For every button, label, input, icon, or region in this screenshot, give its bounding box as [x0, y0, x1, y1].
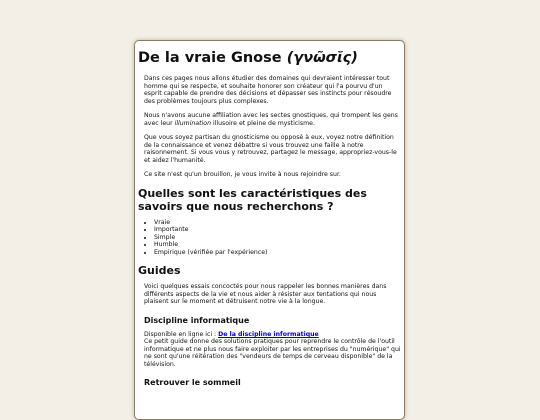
content-card	[134, 40, 405, 420]
list-item: • Vraie	[154, 219, 401, 227]
section-title-guides: Guides	[138, 264, 181, 278]
list-item: • Humble	[154, 241, 401, 249]
section-title-characteristics: Quelles sont les caractéristiques des savoirs que nous recherchons ?	[138, 186, 367, 213]
draft-paragraph: Ce site n'est qu'un brouillon, je vous invite à nous rejoindre sur.	[144, 171, 341, 178]
page-title	[138, 49, 401, 67]
guide-title-sleep: Retrouver le sommeil	[144, 378, 241, 388]
guide-discipline-body	[144, 331, 401, 369]
list-item: • Simple	[154, 234, 401, 242]
list-item: • Empirique (vérifiée par l'expérience)	[154, 249, 401, 257]
page-title-greek: (γνῶσῐς)	[286, 50, 358, 66]
affiliation-text-1: Nous n'avons aucune affiliation avec les sectes gnostiques, qui trompent les gens avec leur	[144, 112, 398, 127]
guide-title-discipline: Discipline informatique	[144, 315, 250, 325]
traits-list	[138, 219, 401, 257]
list-item: • Importante	[154, 226, 401, 234]
guides-intro: Voici quelques essais concoctés pour nous rappeler les bonnes manières dans différents aspects de la vie et nous aider à résister aux tentations qui nous plaisent sur le moment et détruisent notre vie à la longue.	[144, 283, 387, 306]
guide-discipline-description: Ce petit guide donne des solutions pratiques pour reprendre le contrôle de l'outil informatique et ne plus nous faire exploiter par les entreprises du "numérique" qui ne sont qu'une réitération des "vendeurs de temps de cerveau disponible" de la télévision.	[144, 338, 401, 368]
online-label: Disponible en ligne ici :	[144, 330, 219, 338]
intro-paragraph: Dans ces pages nous allons étudier des domaines qui devraient intéresser tout homme qui se respecte, et souhaite honorer son créateur qui l'a pourvu d'un esprit capable de prendre des décisions et dépasser ses instincts pour résoudre des problèmes toujours plus complexes.	[144, 75, 392, 105]
affiliation-paragraph	[144, 112, 401, 127]
affiliation-text-2: illusoire et pleine de mysticisme.	[211, 119, 315, 127]
affiliation-emphasis: illumination	[174, 119, 211, 127]
debate-paragraph: Que vous soyez partisan du gnosticisme ou opposé à eux, voyez notre définition de la connaissance et venez débattre si vous trouvez une faille à notre raisonnement. Si vous vous y retrouvez, partagez le message, appropriez-vous-le et aidez l'humanité.	[144, 134, 397, 164]
page-title-text: De la vraie Gnose	[138, 50, 282, 66]
discipline-guide-link[interactable]: De la discipline informatique	[218, 330, 319, 338]
